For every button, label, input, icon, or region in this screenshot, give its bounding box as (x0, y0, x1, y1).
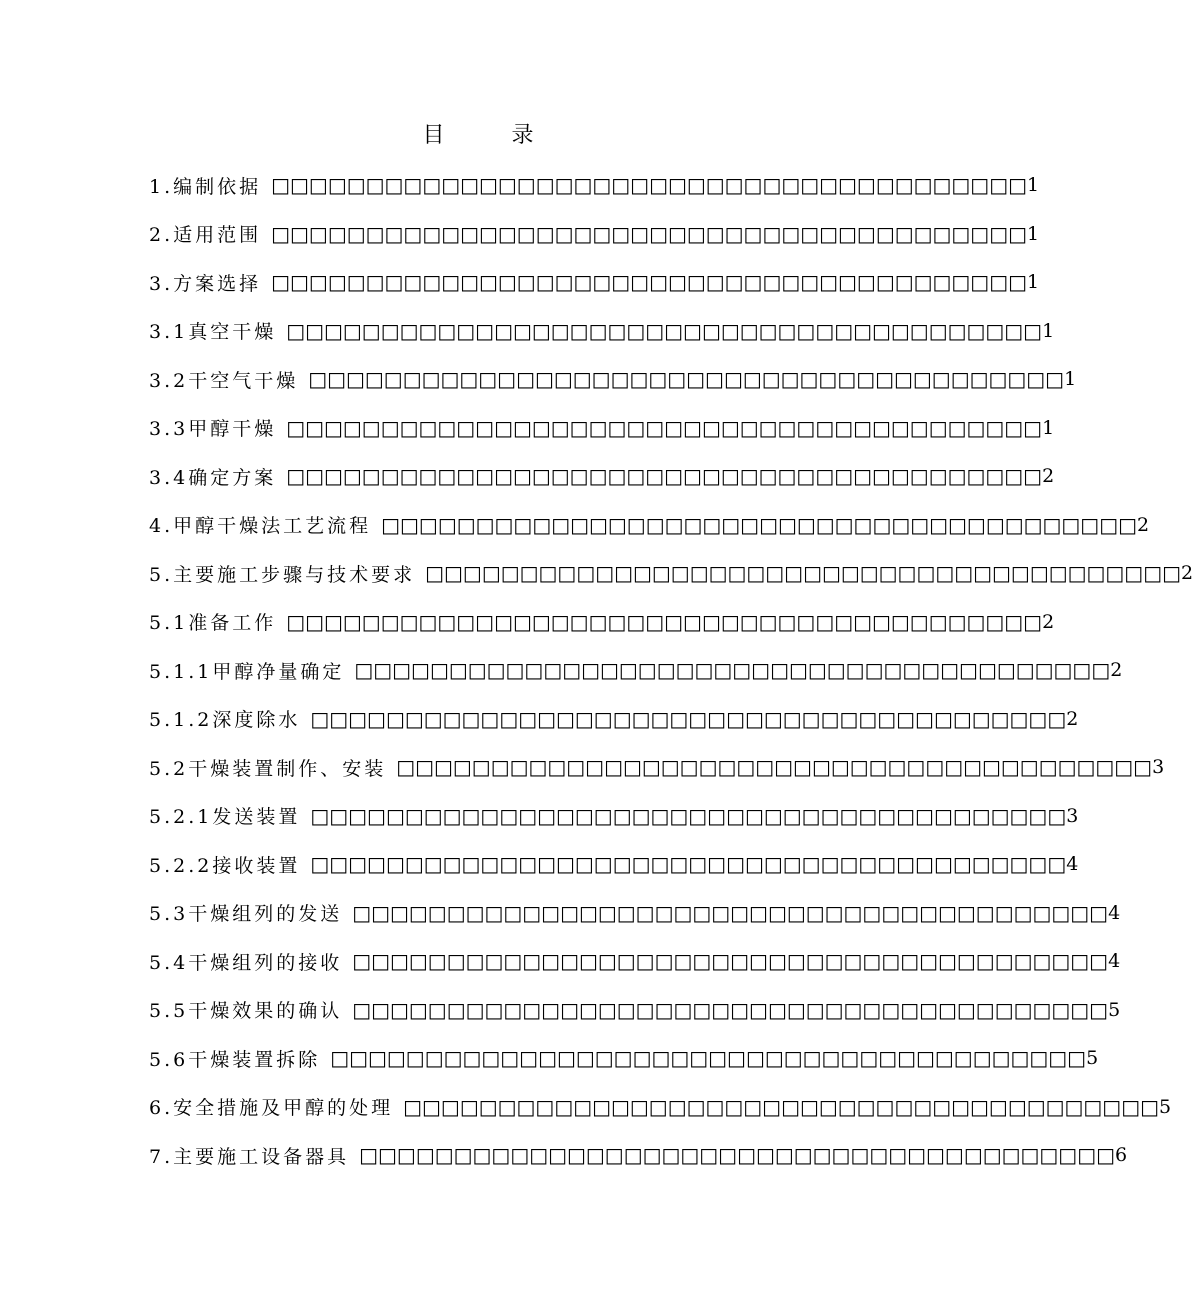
toc-entry-page: 6 (1115, 1144, 1128, 1167)
toc-entry-page: 1 (1027, 174, 1040, 197)
toc-entry-page: 1 (1064, 368, 1077, 391)
toc-entry[interactable] (149, 1083, 1172, 1132)
toc-leader: □□□□□□□□□□□□□□□□□□□□□□□□□□□□□□□□□□□□□□□□ (271, 173, 1027, 198)
toc-leader: □□□□□□□□□□□□□□□□□□□□□□□□□□□□□□□□□□□□□□□□ (310, 706, 1067, 731)
toc-leader: □□□□□□□□□□□□□□□□□□□□□□□□□□□□□□□□□□□□□□□□ (310, 852, 1067, 877)
toc-title: 目 录 (422, 123, 564, 148)
toc-entry-page: 4 (1108, 901, 1121, 924)
toc-leader: □□□□□□□□□□□□□□□□□□□□□□□□□□□□□□□□□□□□□□□□ (352, 900, 1109, 925)
toc-leader: □□□□□□□□□□□□□□□□□□□□□□□□□□□□□□□□□□□□□□□□ (425, 561, 1181, 586)
toc-leader: □□□□□□□□□□□□□□□□□□□□□□□□□□□□□□□□□□□□□□□□ (354, 658, 1111, 683)
toc-entry[interactable] (149, 161, 1040, 210)
toc-entry-page: 1 (1042, 416, 1055, 439)
toc-entry-label: 3.3甲醇干燥 (149, 418, 277, 441)
toc-entry-page: 3 (1066, 804, 1079, 827)
toc-entry[interactable] (149, 1034, 1099, 1083)
toc-entry-page: 4 (1108, 950, 1121, 973)
toc-entry-label: 6.安全措施及甲醇的处理 (149, 1097, 394, 1120)
table-of-contents (149, 161, 1193, 1180)
toc-entry-label: 5.1.2深度除水 (149, 709, 301, 732)
toc-entry-page: 5 (1086, 1047, 1099, 1070)
toc-entry[interactable] (149, 258, 1040, 307)
toc-entry-page: 2 (1110, 659, 1123, 682)
toc-entry[interactable] (149, 743, 1165, 792)
toc-entry-page: 2 (1042, 610, 1055, 633)
toc-entry-label: 3.1真空干燥 (149, 321, 277, 344)
toc-entry-label: 3.4确定方案 (149, 466, 277, 489)
toc-entry[interactable] (149, 1131, 1128, 1180)
toc-leader: □□□□□□□□□□□□□□□□□□□□□□□□□□□□□□□□□□□□□□□□ (271, 221, 1027, 246)
toc-leader: □□□□□□□□□□□□□□□□□□□□□□□□□□□□□□□□□□□□□□□□ (396, 755, 1153, 780)
toc-entry[interactable] (149, 452, 1055, 501)
toc-entry[interactable] (149, 501, 1150, 550)
toc-entry[interactable] (149, 404, 1055, 453)
toc-leader: □□□□□□□□□□□□□□□□□□□□□□□□□□□□□□□□□□□□□□□□ (286, 318, 1043, 343)
toc-entry-page: 2 (1137, 513, 1150, 536)
toc-entry-label: 5.2.2接收装置 (149, 854, 301, 877)
toc-entry-label: 5.2.1发送装置 (149, 806, 301, 829)
toc-entry[interactable] (149, 598, 1055, 647)
toc-entry-label: 5.2干燥装置制作、安装 (149, 757, 387, 780)
toc-leader: □□□□□□□□□□□□□□□□□□□□□□□□□□□□□□□□□□□□□□□□ (381, 512, 1137, 537)
toc-entry[interactable] (149, 210, 1040, 259)
toc-leader: □□□□□□□□□□□□□□□□□□□□□□□□□□□□□□□□□□□□□□□□ (286, 464, 1043, 489)
toc-entry-label: 5.5干燥效果的确认 (149, 1000, 343, 1023)
toc-leader: □□□□□□□□□□□□□□□□□□□□□□□□□□□□□□□□□□□□□□□□ (330, 1046, 1087, 1071)
toc-entry[interactable] (149, 307, 1055, 356)
toc-entry[interactable] (149, 695, 1079, 744)
toc-entry-page: 2 (1042, 465, 1055, 488)
toc-entry-page: 4 (1066, 853, 1079, 876)
toc-entry-page: 1 (1042, 319, 1055, 342)
toc-leader: □□□□□□□□□□□□□□□□□□□□□□□□□□□□□□□□□□□□□□□□ (308, 367, 1065, 392)
toc-entry-label: 3.方案选择 (149, 272, 262, 295)
toc-entry-label: 5.1.1甲醇净量确定 (149, 660, 345, 683)
toc-entry-page: 2 (1181, 562, 1193, 585)
toc-entry-page: 5 (1159, 1095, 1172, 1118)
toc-entry-page: 1 (1027, 271, 1040, 294)
toc-entry[interactable] (149, 840, 1079, 889)
toc-entry-page: 5 (1108, 998, 1121, 1021)
toc-entry[interactable] (149, 889, 1121, 938)
toc-entry[interactable] (149, 646, 1123, 695)
toc-leader: □□□□□□□□□□□□□□□□□□□□□□□□□□□□□□□□□□□□□□□□ (271, 270, 1027, 295)
toc-entry-label: 4.甲醇干燥法工艺流程 (149, 515, 372, 538)
toc-entry-page: 2 (1066, 707, 1079, 730)
toc-entry-label: 5.6干燥装置拆除 (149, 1048, 321, 1071)
toc-leader: □□□□□□□□□□□□□□□□□□□□□□□□□□□□□□□□□□□□□□□□ (352, 949, 1109, 974)
toc-leader: □□□□□□□□□□□□□□□□□□□□□□□□□□□□□□□□□□□□□□□□ (286, 415, 1043, 440)
toc-entry-label: 5.4干燥组列的接收 (149, 951, 343, 974)
toc-leader: □□□□□□□□□□□□□□□□□□□□□□□□□□□□□□□□□□□□□□□□ (403, 1094, 1159, 1119)
toc-entry-label: 7.主要施工设备器具 (149, 1145, 350, 1168)
toc-leader: □□□□□□□□□□□□□□□□□□□□□□□□□□□□□□□□□□□□□□□□ (352, 997, 1109, 1022)
toc-leader: □□□□□□□□□□□□□□□□□□□□□□□□□□□□□□□□□□□□□□□□ (286, 609, 1043, 634)
toc-entry[interactable] (149, 549, 1193, 598)
toc-entry-label: 1.编制依据 (149, 175, 262, 198)
toc-entry[interactable] (149, 355, 1077, 404)
toc-entry-page: 3 (1152, 756, 1165, 779)
toc-entry[interactable] (149, 937, 1121, 986)
toc-leader: □□□□□□□□□□□□□□□□□□□□□□□□□□□□□□□□□□□□□□□□ (310, 803, 1067, 828)
toc-entry[interactable] (149, 792, 1079, 841)
toc-leader: □□□□□□□□□□□□□□□□□□□□□□□□□□□□□□□□□□□□□□□□ (359, 1143, 1115, 1168)
toc-entry-label: 2.适用范围 (149, 224, 262, 247)
toc-entry-label: 5.主要施工步骤与技术要求 (149, 563, 416, 586)
toc-entry[interactable] (149, 986, 1121, 1035)
toc-entry-page: 1 (1027, 222, 1040, 245)
toc-entry-label: 5.3干燥组列的发送 (149, 903, 343, 926)
toc-entry-label: 3.2干空气干燥 (149, 369, 299, 392)
toc-entry-label: 5.1准备工作 (149, 612, 277, 635)
